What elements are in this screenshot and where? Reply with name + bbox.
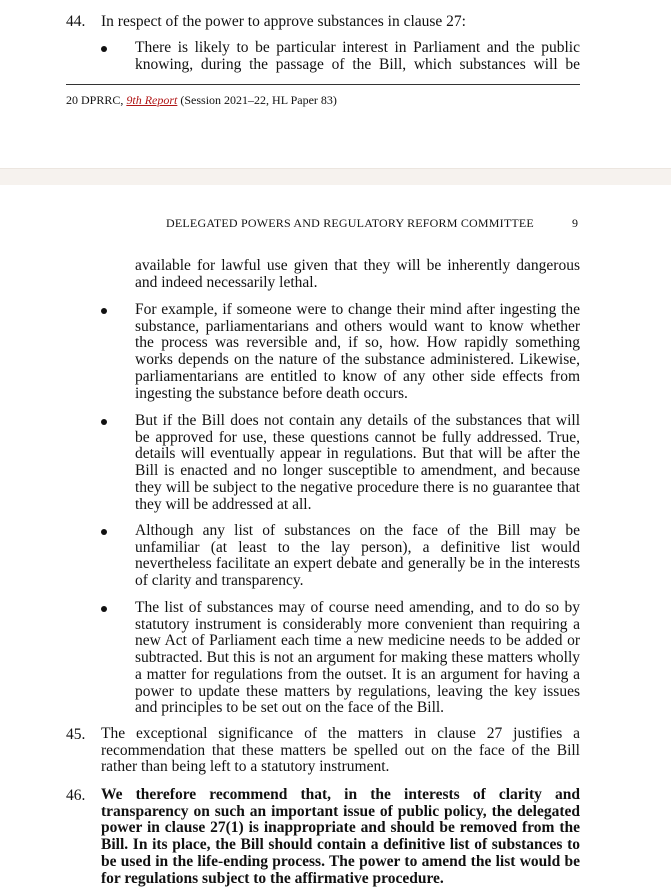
bullet-2-text: For example, if someone were to change their mind after ingesting the substance, parliamentarians and others would want to know whether the process was reversible and, if so, how. How rapidly something works depends on the nature of the substance administered. Likewise, parliamentarians are entitled to know of any other side effects from ingesting the substance before death occurs. [135, 301, 580, 402]
bullet-dot [101, 46, 107, 52]
bullet-dot [101, 419, 107, 425]
footnote-source: DPRRC, [81, 93, 124, 107]
bullet-1-continued: available for lawful use given that they will be inherently dangerous and indeed necessarily lethal. [135, 257, 580, 291]
paragraph-46-recommendation: We therefore recommend that, in the interests of clarity and transparency on such an important issue of public policy, the delegated power in clause 27(1) is inappropriate and should be removed from the Bill. In its place, the Bill should contain a definitive list of substances to be used in the life-ending process. The power to amend the list would be for regulations subject to the affirmative procedure. [101, 786, 580, 887]
bullet-1-line-1: There is likely to be particular interest in Parliament and the public [135, 39, 580, 56]
running-head: DELEGATED POWERS AND REGULATORY REFORM COMMITTEE [166, 216, 534, 230]
bullet-dot [101, 606, 107, 612]
footnote [66, 93, 337, 107]
bullet-3-text: But if the Bill does not contain any details of the substances that will be approved for use, these questions cannot be fully addressed. True, details will eventually appear in regulations. But that will be after the Bill is enacted and no longer susceptible to amendment, and because they will be subject to the negative procedure there is no guarantee that they will be addressed at all. [135, 412, 580, 513]
bullet-dot [101, 308, 107, 314]
paragraph-45-text: The exceptional significance of the matters in clause 27 justifies a recommendation that these matters be spelled out on the face of the Bill rather than being left to a statutory instrument. [101, 725, 580, 776]
bullet-4-text: Although any list of substances on the face of the Bill may be unfamiliar (at least to the lay person), a definitive list would nevertheless facilitate an expert debate and generally be in the interests of clarity and transparency. [135, 522, 580, 590]
paragraph-44-text: In respect of the power to approve substances in clause 27: [101, 13, 466, 30]
bullet-5-text: The list of substances may of course need amending, and to do so by statutory instrument is considerably more convenient than requiring a new Act of Parliament each time a new medicine needs to be added or subtracted. But this is not an argument for making these matters wholly a matter for regulations from the outset. It is an argument for having a power to update these matters by regulations, leaving the key issues and principles to be set out on the face of the Bill. [135, 599, 580, 717]
footnote-report-link[interactable]: 9th Report [126, 93, 178, 107]
footnote-divider [66, 84, 580, 85]
paragraph-44-number: 44. [66, 13, 86, 30]
previous-page-section [0, 0, 671, 168]
paragraph-46-number: 46. [66, 787, 86, 804]
paragraph-45-number: 45. [66, 726, 86, 743]
page-number: 9 [572, 216, 578, 230]
page-break-gap [0, 168, 671, 186]
footnote-marker: 20 [66, 93, 78, 107]
bullet-dot [101, 529, 107, 535]
footnote-session: (Session 2021–22, HL Paper 83) [180, 93, 337, 107]
bullet-1-line-2: knowing, during the passage of the Bill, which substances will be [135, 56, 580, 73]
